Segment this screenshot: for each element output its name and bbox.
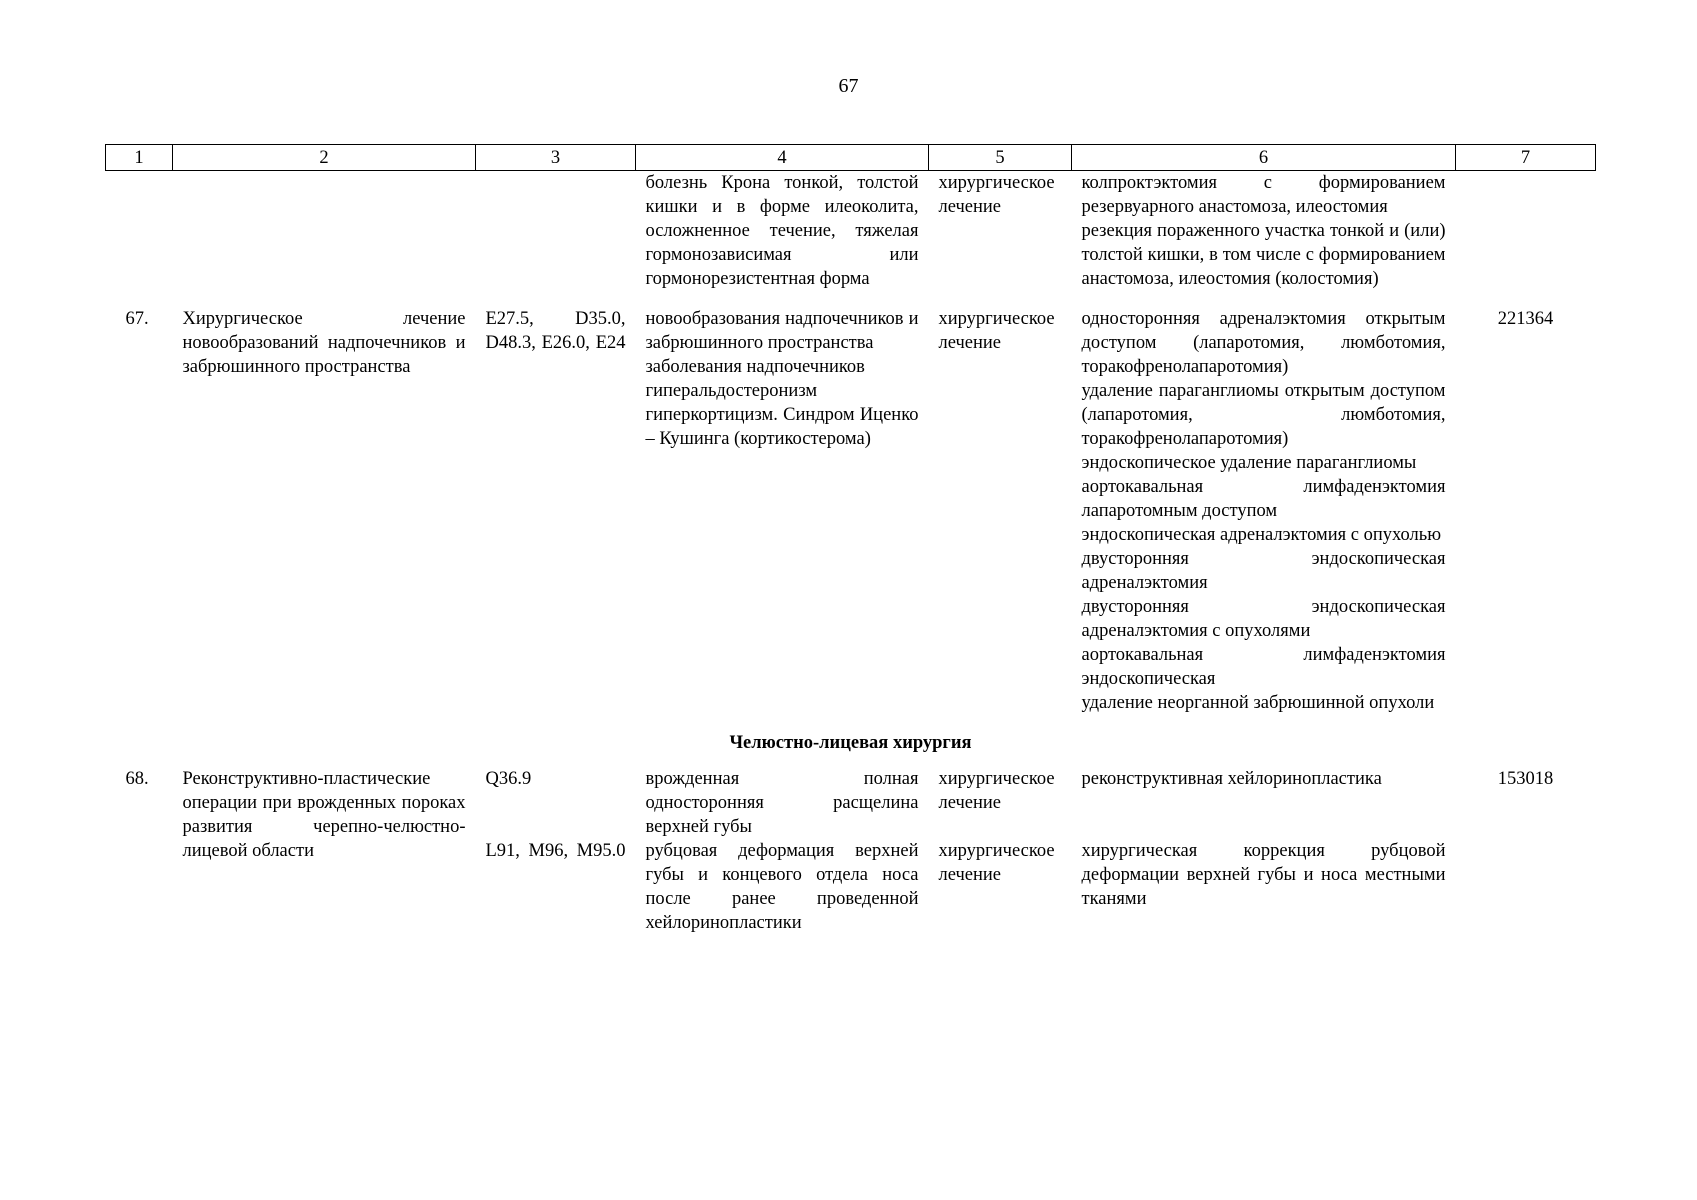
row-treatment: хирургическое лечение bbox=[938, 309, 1055, 353]
header-col-1: 1 bbox=[106, 145, 173, 171]
row-name: Хирургическое лечение новообразований надпочечников и забрюшинного пространства bbox=[182, 309, 466, 377]
diagnosis-item: новообразования надпочечников и забрюшинного пространства bbox=[645, 309, 919, 353]
diagnosis-item: заболевания надпочечников bbox=[645, 357, 865, 377]
row-codes: Q36.9 bbox=[485, 769, 532, 789]
row-name: Реконструктивно-пластические операции при врожденных пороках развития черепно-челюстно-лицевой области bbox=[182, 769, 466, 861]
method-item: двусторонняя эндоскопическая адреналэктомия с опухолями bbox=[1081, 597, 1446, 641]
header-col-2: 2 bbox=[173, 145, 476, 171]
row-codes: E27.5, D35.0, D48.3, E26.0, E24 bbox=[485, 309, 626, 353]
header-col-3: 3 bbox=[476, 145, 636, 171]
continuation-diagnosis: болезнь Крона тонкой, толстой кишки и в форме илеоколита, осложненное течение, тяжелая гормонозависимая или гормонорезистентная форма bbox=[645, 173, 919, 289]
table-header bbox=[106, 145, 1596, 171]
method-item: двусторонняя эндоскопическая адреналэктомия bbox=[1081, 549, 1446, 593]
row-codes: L91, M96, M95.0 bbox=[485, 841, 626, 861]
row-number: 67. bbox=[125, 309, 149, 329]
header-col-5: 5 bbox=[929, 145, 1072, 171]
continuation-row bbox=[106, 171, 1596, 292]
row-diagnosis: рубцовая деформация верхней губы и концевого отдела носа после ранее проведенной хейлоринопластики bbox=[645, 841, 919, 933]
row-price: 153018 bbox=[1497, 769, 1554, 789]
method-item: резекция пораженного участка тонкой и (или) толстой кишки, в том числе с формированием анастомоза, илеостомия (колостомия) bbox=[1081, 221, 1446, 289]
header-col-4: 4 bbox=[636, 145, 929, 171]
method-item: эндоскопическая адреналэктомия с опухолью bbox=[1081, 525, 1442, 545]
method-item: аортокавальная лимфаденэктомия лапаротомным доступом bbox=[1081, 477, 1446, 521]
method-item: односторонняя адреналэктомия открытым доступом (лапаротомия, люмботомия, торакофренолапаротомия) bbox=[1081, 309, 1446, 377]
row-treatment: хирургическое лечение bbox=[938, 841, 1055, 885]
row-methods bbox=[1072, 307, 1456, 715]
table-row-68 bbox=[106, 767, 1596, 839]
row-number: 68. bbox=[125, 769, 149, 789]
row-method: хирургическая коррекция рубцовой деформации верхней губы и носа местными тканями bbox=[1081, 841, 1446, 909]
row-diagnosis: врожденная полная односторонняя расщелина верхней губы bbox=[645, 769, 919, 837]
row-treatment: хирургическое лечение bbox=[938, 769, 1055, 813]
row-method: реконструктивная хейлоринопластика bbox=[1081, 769, 1382, 789]
method-item: аортокавальная лимфаденэктомия эндоскопическая bbox=[1081, 645, 1446, 689]
section-header-row bbox=[106, 715, 1596, 767]
method-item: колпроктэктомия с формированием резервуарного анастомоза, илеостомия bbox=[1081, 173, 1446, 217]
table-row-67 bbox=[106, 307, 1596, 715]
continuation-treatment: хирургическое лечение bbox=[938, 173, 1055, 217]
header-col-7: 7 bbox=[1456, 145, 1596, 171]
medical-care-table bbox=[105, 144, 1596, 935]
page-number: 67 bbox=[838, 75, 859, 97]
method-item: эндоскопическое удаление параганглиомы bbox=[1081, 453, 1417, 473]
continuation-methods bbox=[1072, 171, 1456, 292]
row-diagnoses bbox=[636, 307, 929, 715]
diagnosis-item: гиперкортицизм. Синдром Иценко – Кушинга (кортикостерома) bbox=[645, 405, 919, 449]
header-col-6: 6 bbox=[1072, 145, 1456, 171]
method-item: удаление параганглиомы открытым доступом (лапаротомия, люмботомия, торакофренолапаротомия) bbox=[1081, 381, 1446, 449]
diagnosis-item: гиперальдостеронизм bbox=[645, 381, 818, 401]
header-row bbox=[106, 145, 1596, 171]
row-price: 221364 bbox=[1497, 309, 1554, 329]
section-title: Челюстно-лицевая хирургия bbox=[729, 733, 972, 753]
method-item: удаление неорганной забрюшинной опухоли bbox=[1081, 693, 1435, 713]
